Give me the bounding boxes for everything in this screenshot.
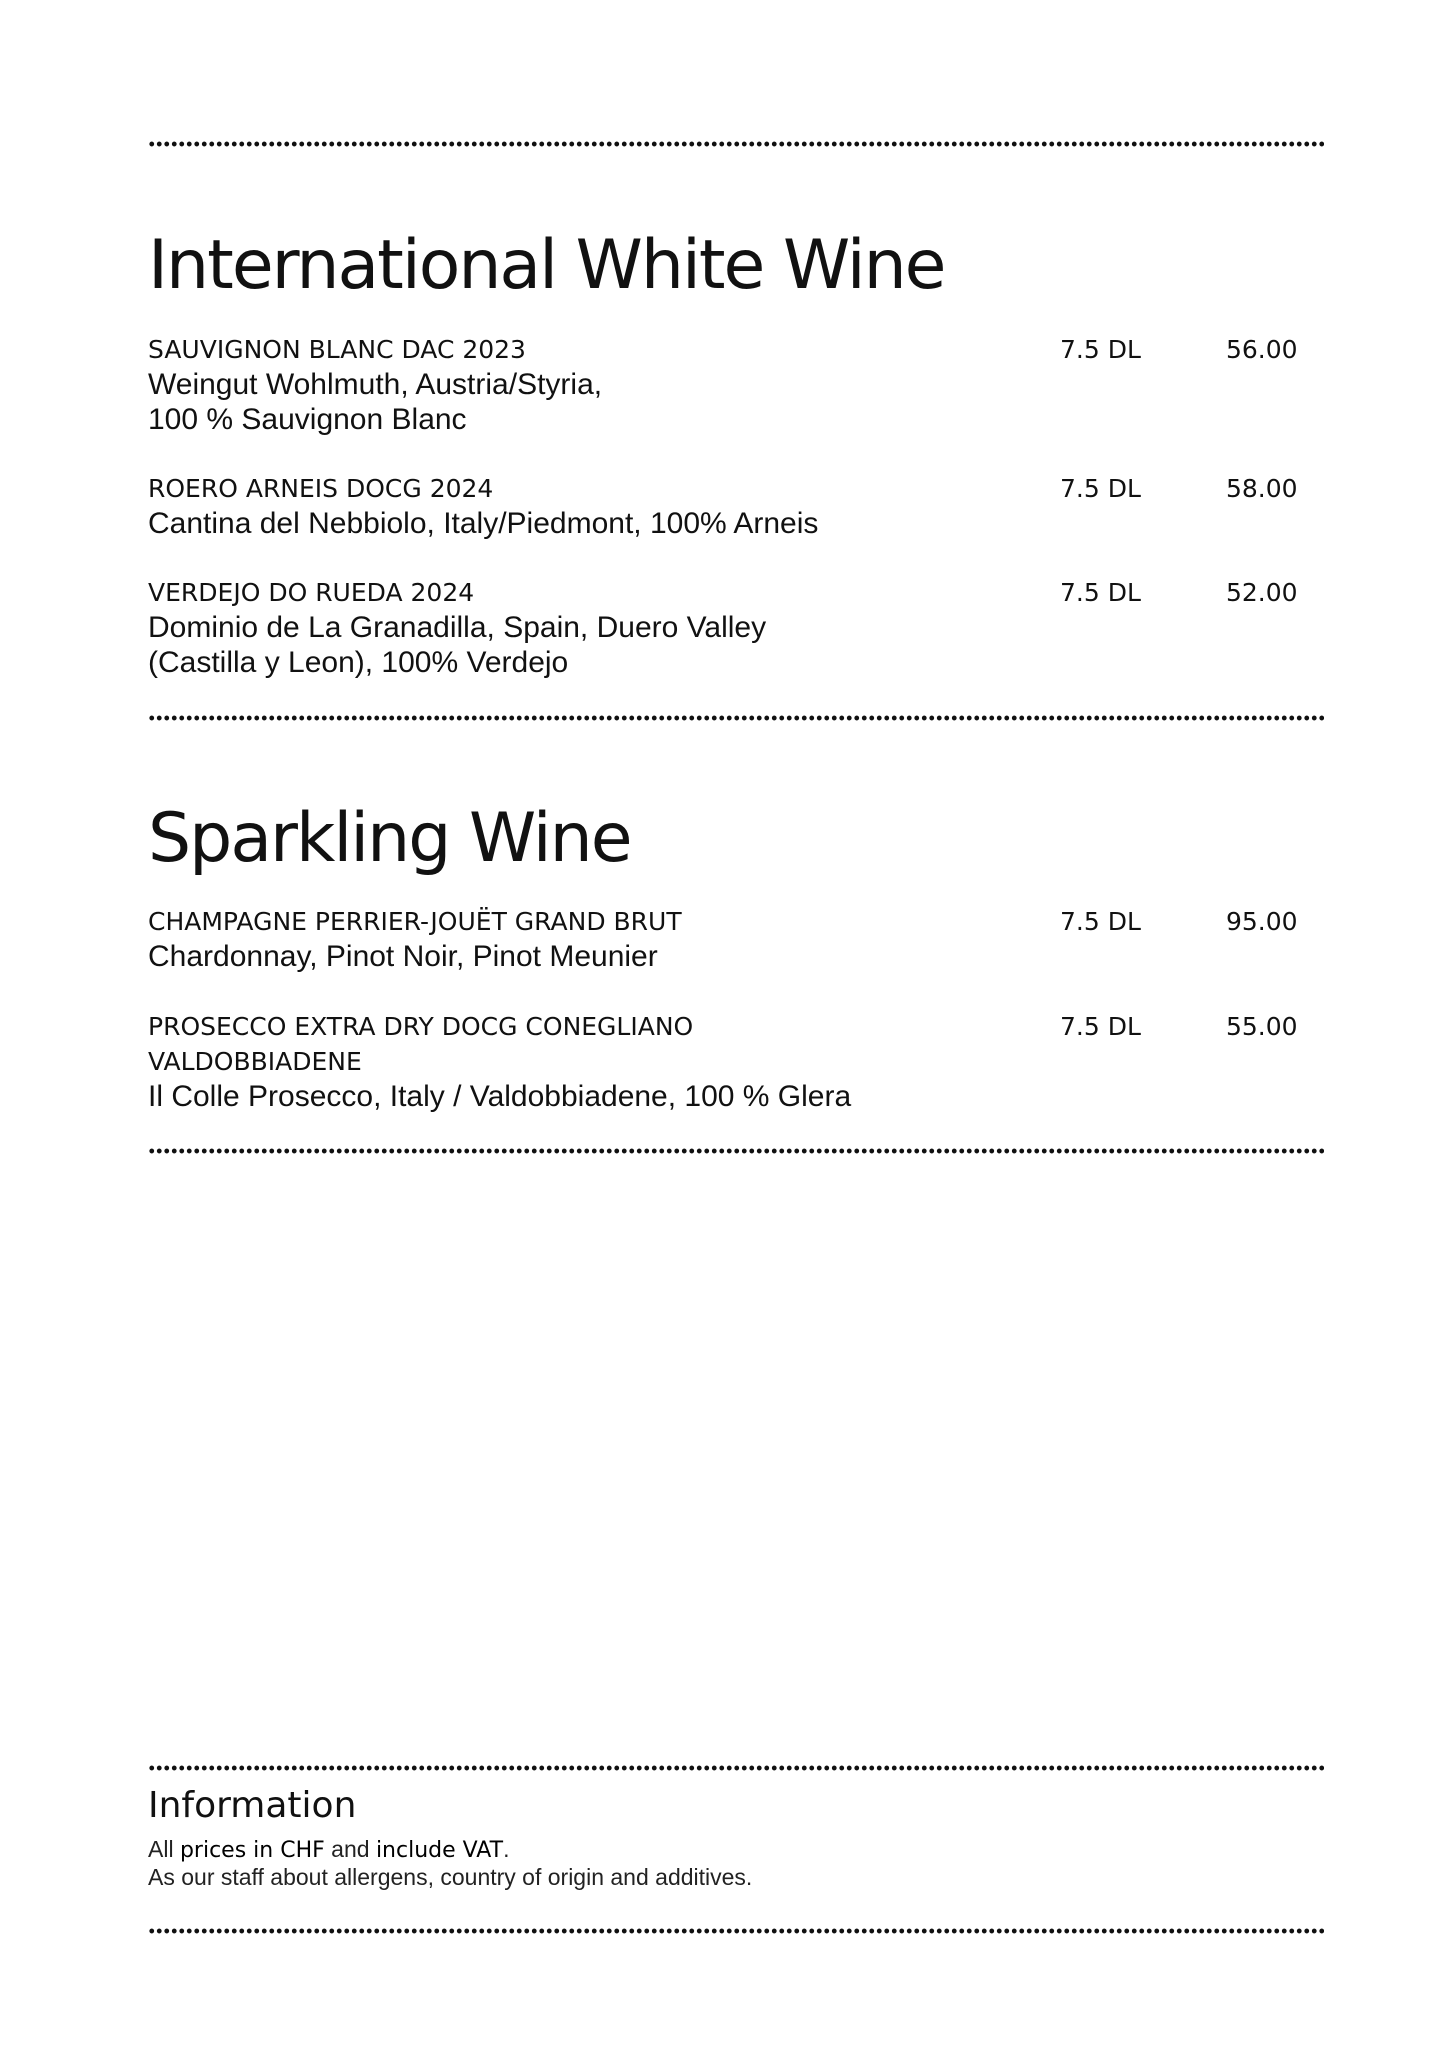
info-text: All [148, 1836, 180, 1862]
wine-description-line: (Castilla y Leon), 100% Verdejo [148, 646, 569, 679]
info-emphasis: prices in CHF [179, 1838, 325, 1863]
info-title: Information [148, 1785, 357, 1826]
wine-volume: 7.5 DL [1060, 1012, 1141, 1041]
wine-volume: 7.5 DL [1060, 578, 1141, 607]
wine-price: 56.00 [1226, 335, 1298, 364]
wine-name: CHAMPAGNE PERRIER-JOUËT GRAND BRUT [148, 907, 682, 936]
info-emphasis: include VAT [375, 1838, 504, 1863]
wine-menu-page [148, 0, 1324, 2058]
wine-name: PROSECCO EXTRA DRY DOCG CONEGLIANO [148, 1012, 694, 1041]
section-title-sparkling-wine: Sparkling Wine [148, 799, 631, 878]
info-prices-note [148, 1835, 509, 1865]
wine-description-line: Dominio de La Granadilla, Spain, Duero Valley [148, 611, 767, 644]
dotted-divider [148, 1928, 1324, 1934]
wine-description-line: Weingut Wohlmuth, Austria/Styria, [148, 368, 603, 401]
wine-volume: 7.5 DL [1060, 474, 1141, 503]
wine-item-roero-arneis [148, 471, 1324, 541]
section-title-white-wine: International White Wine [148, 226, 945, 305]
wine-item-verdejo [148, 575, 1324, 680]
wine-name: ROERO ARNEIS DOCG 2024 [148, 474, 494, 503]
dotted-divider [148, 1765, 1324, 1771]
wine-item-sauvignon-blanc [148, 332, 1324, 437]
wine-price: 95.00 [1226, 907, 1298, 936]
wine-name: VALDOBBIADENE [148, 1047, 362, 1076]
wine-description-line: Il Colle Prosecco, Italy / Valdobbiadene, 100 % Glera [148, 1080, 852, 1113]
wine-price: 52.00 [1226, 578, 1298, 607]
wine-description-line: Chardonnay, Pinot Noir, Pinot Meunier [148, 940, 658, 973]
info-text: and [324, 1836, 376, 1862]
dotted-divider [148, 1148, 1324, 1154]
wine-price: 58.00 [1226, 474, 1298, 503]
info-allergens-note: As our staff about allergens, country of origin and additives. [148, 1864, 753, 1890]
wine-description-line: 100 % Sauvignon Blanc [148, 403, 467, 436]
wine-item-prosecco [148, 1009, 1324, 1114]
wine-price: 55.00 [1226, 1012, 1298, 1041]
wine-description-line: Cantina del Nebbiolo, Italy/Piedmont, 100% Arneis [148, 507, 819, 540]
info-text: . [503, 1836, 510, 1862]
dotted-divider [148, 715, 1324, 721]
wine-volume: 7.5 DL [1060, 335, 1141, 364]
wine-item-champagne [148, 904, 1324, 974]
wine-name: SAUVIGNON BLANC DAC 2023 [148, 335, 526, 364]
wine-volume: 7.5 DL [1060, 907, 1141, 936]
dotted-divider [148, 141, 1324, 147]
wine-name: VERDEJO DO RUEDA 2024 [148, 578, 475, 607]
